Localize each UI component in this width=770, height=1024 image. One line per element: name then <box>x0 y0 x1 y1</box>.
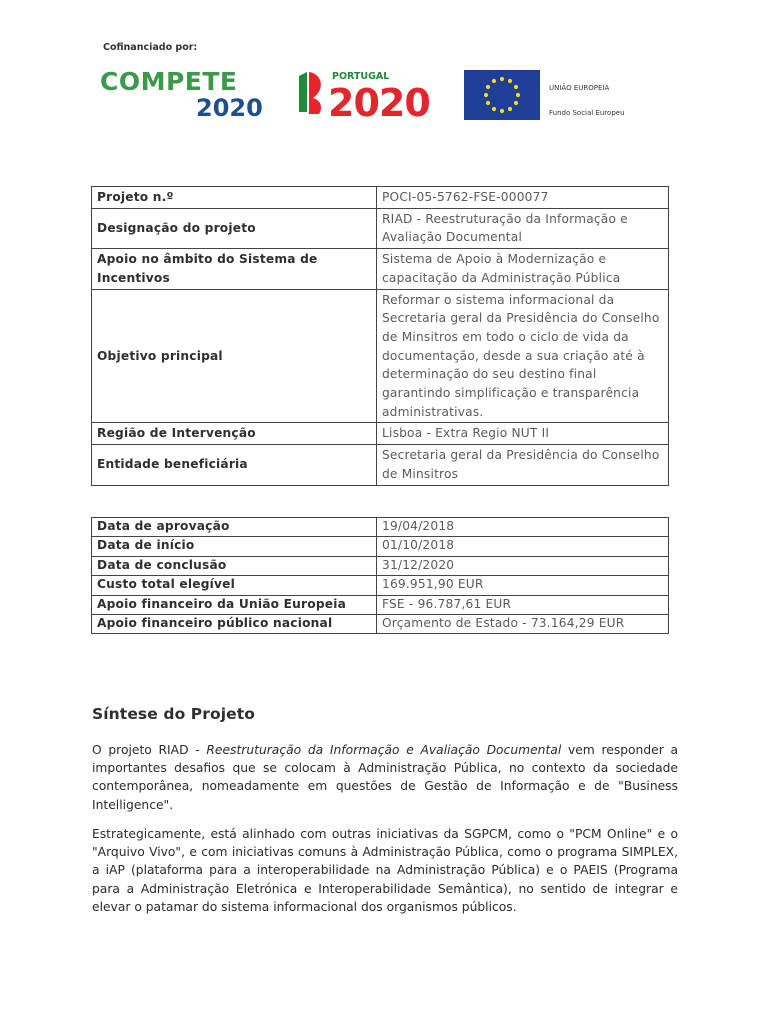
row-value: Lisboa - Extra Regio NUT II <box>377 423 669 445</box>
eu-logo-line1: UNIÃO EUROPEIA <box>549 84 610 92</box>
synthesis-paragraph-2: Estrategicamente, está alinhado com outras iniciativas da SGPCM, como o "PCM Online" e o "Arquivo Vivo", e com iniciativas comuns à Administração Pública, como o programa SIMPLEX, a iAP (plataforma para a interoperabilidade na Administração Pública) e o PAEIS (Programa para a Administração Eletrónica e Interoperabilidade Semântica), no sentido de integrar e elevar o patamar do sistema informacional dos organismos públicos. <box>92 827 678 914</box>
portugal-logo-year: 2020 <box>328 81 430 120</box>
row-label: Data de início <box>92 537 377 556</box>
row-value: Reformar o sistema informacional da Secretaria geral da Presidência do Conselho de Minsitros em todo o ciclo de vida da documentação, desde a sua criação até à determinação do seu destino final garantindo simplificação e transparência administrativas. <box>377 289 669 423</box>
table-row <box>92 556 669 575</box>
row-value: Secretaria geral da Presidência do Conselho de Minsitros <box>377 445 669 485</box>
table-row <box>92 537 669 556</box>
row-label: Apoio financeiro da União Europeia <box>92 595 377 614</box>
row-label: Entidade beneficiária <box>92 445 377 485</box>
table-row <box>92 249 669 289</box>
row-value: 169.951,90 EUR <box>377 576 669 595</box>
row-label: Designação do projeto <box>92 208 377 248</box>
row-value: RIAD - Reestruturação da Informação e Avaliação Documental <box>377 208 669 248</box>
row-label: Data de conclusão <box>92 556 377 575</box>
compete-logo-line2: 2020 <box>196 94 263 120</box>
row-value: 01/10/2018 <box>377 537 669 556</box>
row-label: Objetivo principal <box>92 289 377 423</box>
row-label: Custo total elegível <box>92 576 377 595</box>
section-title: Síntese do Projeto <box>92 705 256 723</box>
table-row <box>92 445 669 485</box>
portugal-2020-logo <box>295 68 445 120</box>
row-label: Apoio financeiro público nacional <box>92 615 377 634</box>
row-value: FSE - 96.787,61 EUR <box>377 595 669 614</box>
portugal-logo-label: PORTUGAL <box>332 71 390 82</box>
row-value: 31/12/2020 <box>377 556 669 575</box>
row-label: Projeto n.º <box>92 187 377 209</box>
project-name-italic: Reestruturação da Informação e Avaliação Documental <box>206 743 562 757</box>
row-value: Sistema de Apoio à Modernização e capacitação da Administração Pública <box>377 249 669 289</box>
row-label: Data de aprovação <box>92 518 377 537</box>
table-row <box>92 615 669 634</box>
eu-social-fund-logo <box>464 70 644 120</box>
table-row <box>92 187 669 209</box>
table-row <box>92 518 669 537</box>
cofinanced-label: Cofinanciado por: <box>103 42 198 53</box>
compete-2020-logo <box>100 66 275 120</box>
table-row <box>92 576 669 595</box>
table-row <box>92 423 669 445</box>
synthesis-paragraph-1 <box>92 741 678 814</box>
paragraph-text: O projeto RIAD - <box>92 743 207 757</box>
eu-logo-line2: Fundo Social Europeu <box>549 109 625 117</box>
row-value: Orçamento de Estado - 73.164,29 EUR <box>377 615 669 634</box>
row-value: 19/04/2018 <box>377 518 669 537</box>
row-value: POCI-05-5762-FSE-000077 <box>377 187 669 209</box>
table-row <box>92 208 669 248</box>
compete-logo-line1: COMPETE <box>100 67 238 96</box>
row-label: Região de Intervenção <box>92 423 377 445</box>
project-details-table <box>91 186 669 486</box>
table-row <box>92 289 669 423</box>
row-label: Apoio no âmbito do Sistema de Incentivos <box>92 249 377 289</box>
financing-table <box>91 517 669 634</box>
table-row <box>92 595 669 614</box>
portugal-2020-emblem <box>299 72 321 114</box>
paragraph-text: vem responder a importantes desafios que se colocam à Administração Pública, no contexto da sociedade contemporânea, nomeadamente em questões de Gestão de Informação e de "Business Intelligence". <box>92 743 679 812</box>
